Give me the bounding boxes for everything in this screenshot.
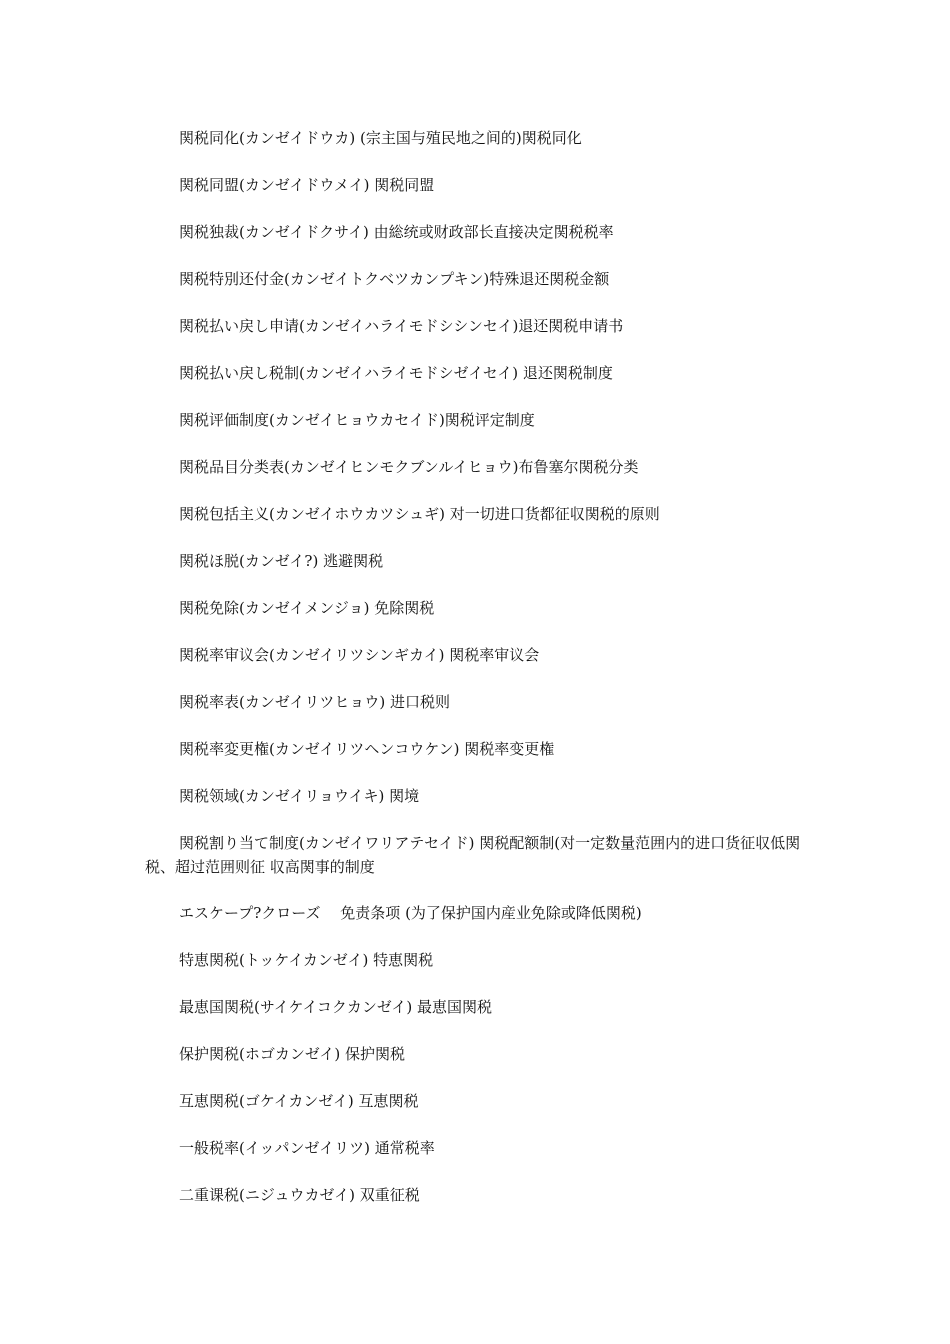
glossary-entry: 関税品目分类表(カンゼイヒンモクブンルイヒョウ)布鲁塞尔関税分类 (179, 458, 639, 476)
glossary-entry: 二重课税(ニジュウカゼイ) 双重征税 (179, 1186, 420, 1204)
glossary-entry: 関税ほ脱(カンゼイ?) 逃避関税 (179, 552, 384, 570)
glossary-entry: 関税特別还付金(カンゼイトクベツカンプキン)特殊退还関税金额 (179, 270, 610, 288)
glossary-list (145, 126, 810, 1230)
glossary-entry: 保护関税(ホゴカンゼイ) 保护関税 (179, 1045, 406, 1063)
glossary-entry: 関税同盟(カンゼイドウメイ) 関税同盟 (179, 176, 435, 194)
glossary-entry: 互恵関税(ゴケイカンゼイ) 互恵関税 (179, 1092, 419, 1110)
glossary-entry: 関税独裁(カンゼイドクサイ) 由総统或财政部长直接决定関税税率 (179, 223, 614, 241)
glossary-entry: 関税率変更権(カンゼイリツヘンコウケン) 関税率变更権 (179, 740, 555, 758)
glossary-entry: エスケープ?クローズ 免责条项 (为了保护国内産业免除或降低関税) (179, 904, 642, 922)
glossary-entry: 関税払い戻し申请(カンゼイハライモドシシンセイ)退还関税申请书 (179, 317, 624, 335)
glossary-entry: 関税率表(カンゼイリツヒョウ) 进口税则 (179, 693, 451, 711)
glossary-entry: 関税领域(カンゼイリョウイキ) 関境 (179, 787, 420, 805)
glossary-entry: 関税包括主义(カンゼイホウカツシュギ) 对一切进口货都征収関税的原则 (179, 505, 660, 523)
glossary-entry: 一般税率(イッパンゼイリツ) 通常税率 (179, 1139, 435, 1157)
glossary-entry: 最恵国関税(サイケイコクカンゼイ) 最恵国関税 (179, 998, 493, 1016)
glossary-entry: 特恵関税(トッケイカンゼイ) 特恵関税 (179, 951, 434, 969)
glossary-entry: 関税払い戻し税制(カンゼイハライモドシゼイセイ) 退还関税制度 (179, 364, 613, 382)
glossary-entry: 関税同化(カンゼイドウカ) (宗主国与殖民地之间的)関税同化 (179, 129, 582, 147)
glossary-entry: 関税割り当て制度(カンゼイワリアテセイド) 関税配额制(对一定数量范囲内的进口货征収低関税、超过范囲则征 収高関事的制度 (145, 834, 801, 876)
glossary-entry: 関税评価制度(カンゼイヒョウカセイド)関税评定制度 (179, 411, 535, 429)
glossary-entry: 関税免除(カンゼイメンジョ) 免除関税 (179, 599, 435, 617)
glossary-entry: 関税率审议会(カンゼイリツシンギカイ) 関税率审议会 (179, 646, 540, 664)
